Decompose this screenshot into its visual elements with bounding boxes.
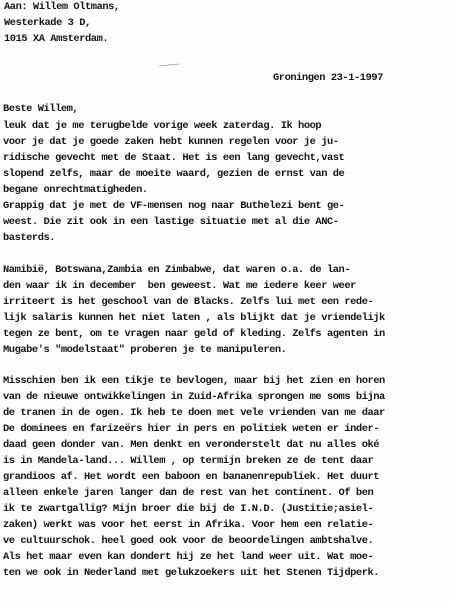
body-line: van de nieuwe ontwikkelingen in Zuid-Afrika sprongen me soms bijna	[3, 391, 385, 403]
address-line: Aan: Willem Oltmans,	[4, 1, 120, 13]
body-line: alleen enkele jaren langer dan de rest van het continent. Of ben	[3, 487, 374, 499]
body-line: slopend zelfs, maar de moeite waard, gezien de ernst van de	[3, 168, 345, 180]
body-line: zaken) werkt was voor het eerst in Afrika. Voor hem een relatie-	[3, 519, 374, 531]
body-line: irriteert is het geschool van de Blacks. Zelfs lui met een rede-	[3, 296, 374, 308]
body-line: den waar ik in december ben geweest. Wat me iedere keer weer	[3, 280, 356, 292]
body-line: ten we ook in Nederland met gelukzoekers uit het Stenen Tijdperk.	[3, 567, 380, 579]
body-line: tegen ze bent, om te vragen naar geld of kleding. Zelfs agenten in	[3, 328, 385, 340]
body-line: grandioos af. Het wordt een baboon en bananenrepubliek. Het duurt	[3, 471, 380, 483]
body-line: ik te zwartgallig? Mijn broer die bij de I.N.D. (Justitie;asiel-	[3, 503, 374, 515]
body-line: voor je dat je goede zaken hebt kunnen regelen voor je ju-	[3, 136, 339, 148]
body-line: Misschien ben ik een tikje te bevlogen, maar bij het zien en horen	[3, 375, 385, 387]
address-line: Westerkade 3 D,	[4, 17, 91, 29]
salutation: Beste Willem,	[3, 103, 79, 115]
body-line: Namibië, Botswana,Zambia en Zimbabwe, dat waren o.a. de lan-	[3, 264, 351, 276]
body-line: daad geen donder van. Men denkt en veronderstelt dat nu alles oké	[3, 439, 380, 451]
body-line: is in Mandela-land... Willem , op termijn breken ze de tent daar	[3, 455, 374, 467]
body-line: begane onrechtmatigheden.	[3, 184, 148, 196]
body-line: Mugabe's "modelstaat" proberen je te manipuleren.	[3, 344, 287, 356]
address-line: 1015 XA Amsterdam.	[4, 33, 109, 45]
body-line: leuk dat je me terugbelde vorige week zaterdag. Ik hoop	[3, 120, 322, 132]
body-line: Grappig dat je met de VF-mensen nog naar Buthelezi bent ge-	[3, 200, 345, 212]
body-line: Als het maar even kan dondert hij ze het land weer uit. Wat moe-	[3, 551, 374, 563]
pen-mark	[158, 63, 180, 67]
body-line: weest. Die zit ook in een lastige situatie met al die ANC-	[3, 216, 339, 228]
body-line: basterds.	[3, 232, 56, 244]
body-line: de tranen in de ogen. Ik heb te doen met vele vrienden van me daar	[3, 407, 385, 419]
body-line: lijk salaris kunnen het niet laten , als blijkt dat je vriendelijk	[3, 312, 385, 324]
body-line: ve cultuurschok. heel goed ook voor de beoordelingen ambtshalve.	[3, 535, 374, 547]
letter-date: Groningen 23-1-1997	[273, 72, 383, 84]
body-line: ridische gevecht met de Staat. Het is een lang gevecht,vast	[3, 152, 345, 164]
body-line: De dominees en farizeërs hier in pers en politiek weten er inder-	[3, 423, 380, 435]
